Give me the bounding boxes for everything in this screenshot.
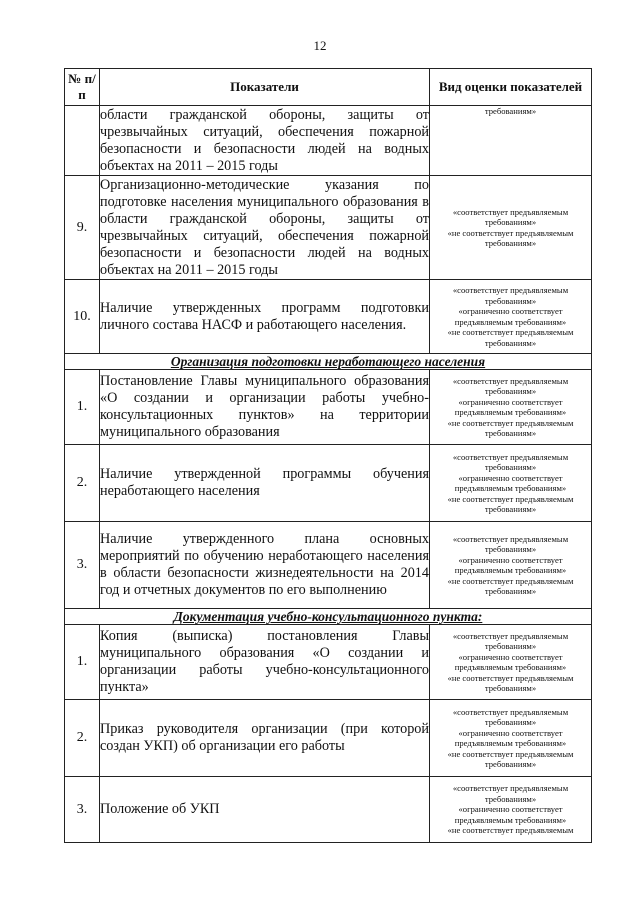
evaluation-line: требованиям» xyxy=(484,717,537,727)
table-row xyxy=(65,176,592,280)
row-num: 2. xyxy=(65,700,100,777)
row-evaluation xyxy=(430,280,592,354)
table-row xyxy=(65,700,592,777)
evaluation-line: требованиям» xyxy=(484,295,537,306)
evaluation-line: «не соответствует предъявляемым xyxy=(447,672,574,683)
evaluation-line: «не соответствует предъявляемым xyxy=(447,825,574,836)
row-indicator: Наличие утвержденного плана основных мероприятий по обучению неработающего населения в области безопасности жизнедеятельности на 2014 год и отчетных документов по его выполнению xyxy=(100,522,430,609)
header-num: № п/п xyxy=(65,69,100,106)
evaluation-line: требованиям» xyxy=(484,641,537,651)
row-evaluation xyxy=(430,522,592,609)
evaluation-line: требованиям» xyxy=(484,504,537,514)
table-row xyxy=(65,522,592,609)
evaluation-line: требованиям» xyxy=(484,793,537,804)
row-num: 10. xyxy=(65,280,100,354)
evaluation-line: предъявляемым требованиям» xyxy=(454,738,567,748)
evaluation-line: «не соответствует предъявляемым xyxy=(447,748,574,759)
evaluation-line: «ограниченно соответствует xyxy=(458,727,563,738)
evaluation-line: требованиям» xyxy=(484,586,537,596)
row-indicator: Постановление Главы муниципального образования «О создании и организации работы учебно-консультационных пунктов» на территории муниципального образования xyxy=(100,370,430,445)
evaluation-line: предъявляемым требованиям» xyxy=(454,814,567,825)
row-indicator: Наличие утвержденных программ подготовки личного состава НАСФ и работающего населения. xyxy=(100,280,430,354)
table-row xyxy=(65,777,592,843)
evaluation-line: «соответствует предъявляемым xyxy=(452,630,569,641)
evaluation-line: «не соответствует предъявляемым xyxy=(447,575,574,586)
row-indicator: Приказ руководителя организации (при которой создан УКП) об организации его работы xyxy=(100,700,430,777)
evaluation-line: «ограниченно соответствует xyxy=(458,651,563,662)
page-number: 12 xyxy=(313,38,327,53)
evaluation-line: «соответствует предъявляемым xyxy=(452,285,569,295)
row-indicator: области гражданской обороны, защиты от чрезвычайных ситуаций, обеспечения пожарной безопасности и безопасности людей на водных объектах на 2011 – 2015 годы xyxy=(100,106,429,174)
evaluation-line: «ограниченно соответствует xyxy=(458,554,563,565)
section-title: Документация учебно-консультационного пункта: xyxy=(65,609,592,625)
evaluation-line: «соответствует предъявляемым xyxy=(452,533,569,544)
evaluation-line: требованиям» xyxy=(484,386,537,396)
indicators-table xyxy=(64,68,592,843)
evaluation-line: предъявляемым требованиям» xyxy=(454,565,567,575)
evaluation-line: «не соответствует предъявляемым xyxy=(447,227,574,238)
evaluation-line: предъявляемым требованиям» xyxy=(454,662,567,672)
table-row xyxy=(65,370,592,445)
row-evaluation xyxy=(430,777,592,843)
row-num: 3. xyxy=(65,777,100,843)
row-num: 2. xyxy=(65,445,100,522)
evaluation-line: требованиям» xyxy=(484,238,537,248)
evaluation-line: «ограниченно соответствует xyxy=(458,804,563,815)
row-evaluation xyxy=(430,176,592,280)
row-num: 1. xyxy=(65,625,100,700)
table-header xyxy=(65,69,592,106)
evaluation-line: «не соответствует предъявляемым xyxy=(447,417,574,428)
section-header xyxy=(65,609,592,625)
evaluation-line: требованиям» xyxy=(484,337,537,348)
evaluation-line: «соответствует предъявляемым xyxy=(452,375,569,386)
table-row xyxy=(65,625,592,700)
evaluation-line: «не соответствует предъявляемым xyxy=(447,493,574,504)
row-evaluation xyxy=(430,625,592,700)
row-indicator: Организационно-методические указания по подготовке населения муниципального образования в области гражданской обороны, защиты от чрезвычайных ситуаций, обеспечения пожарной безопасности и безопасности людей на водных объектах на 2011 – 2015 годы xyxy=(100,176,429,278)
row-indicator: Копия (выписка) постановления Главы муниципального образования «О создании и организации работы учебно-консультационного пункта» xyxy=(100,625,430,700)
evaluation-line: требованиям» xyxy=(484,217,537,227)
evaluation-line: предъявляемым требованиям» xyxy=(454,407,567,417)
row-evaluation xyxy=(430,370,592,445)
header-indicators: Показатели xyxy=(100,69,430,106)
evaluation-line: «не соответствует предъявляемым xyxy=(447,327,574,337)
evaluation-line: «соответствует предъявляемым xyxy=(452,706,569,717)
table-row xyxy=(65,280,592,354)
evaluation-line: требованиям» xyxy=(484,683,537,693)
evaluation-line: «ограниченно соответствует xyxy=(458,396,563,407)
evaluation-line: «ограниченно соответствует xyxy=(458,306,563,316)
evaluation-line: требованиям» xyxy=(484,544,537,554)
evaluation-line: «соответствует предъявляемым xyxy=(452,783,569,794)
evaluation-line: требованиям» xyxy=(484,428,537,438)
row-indicator: Наличие утвержденной программы обучения неработающего населения xyxy=(100,445,430,522)
row-evaluation xyxy=(430,445,592,522)
evaluation-line: требованиям» xyxy=(484,759,537,769)
section-title: Организация подготовки неработающего населения xyxy=(65,354,592,370)
row-indicator: Положение об УКП xyxy=(100,777,430,843)
header-evaluation: Вид оценки показателей xyxy=(430,69,592,106)
table-row xyxy=(65,106,592,176)
row-num: 1. xyxy=(65,370,100,445)
evaluation-line: «соответствует предъявляемым xyxy=(452,451,569,462)
evaluation-line: предъявляемым требованиям» xyxy=(454,483,567,493)
evaluation-line: требованиям» xyxy=(484,462,537,472)
row-num: 9. xyxy=(65,176,100,280)
row-num xyxy=(65,106,100,176)
section-header xyxy=(65,354,592,370)
evaluation-line: предъявляемым требованиям» xyxy=(454,316,567,327)
evaluation-line: «ограниченно соответствует xyxy=(458,472,563,483)
row-evaluation xyxy=(430,700,592,777)
row-evaluation xyxy=(430,106,592,176)
table-row xyxy=(65,445,592,522)
row-num: 3. xyxy=(65,522,100,609)
evaluation-line: «соответствует предъявляемым xyxy=(452,206,569,217)
evaluation-line: требованиям» xyxy=(484,106,537,116)
